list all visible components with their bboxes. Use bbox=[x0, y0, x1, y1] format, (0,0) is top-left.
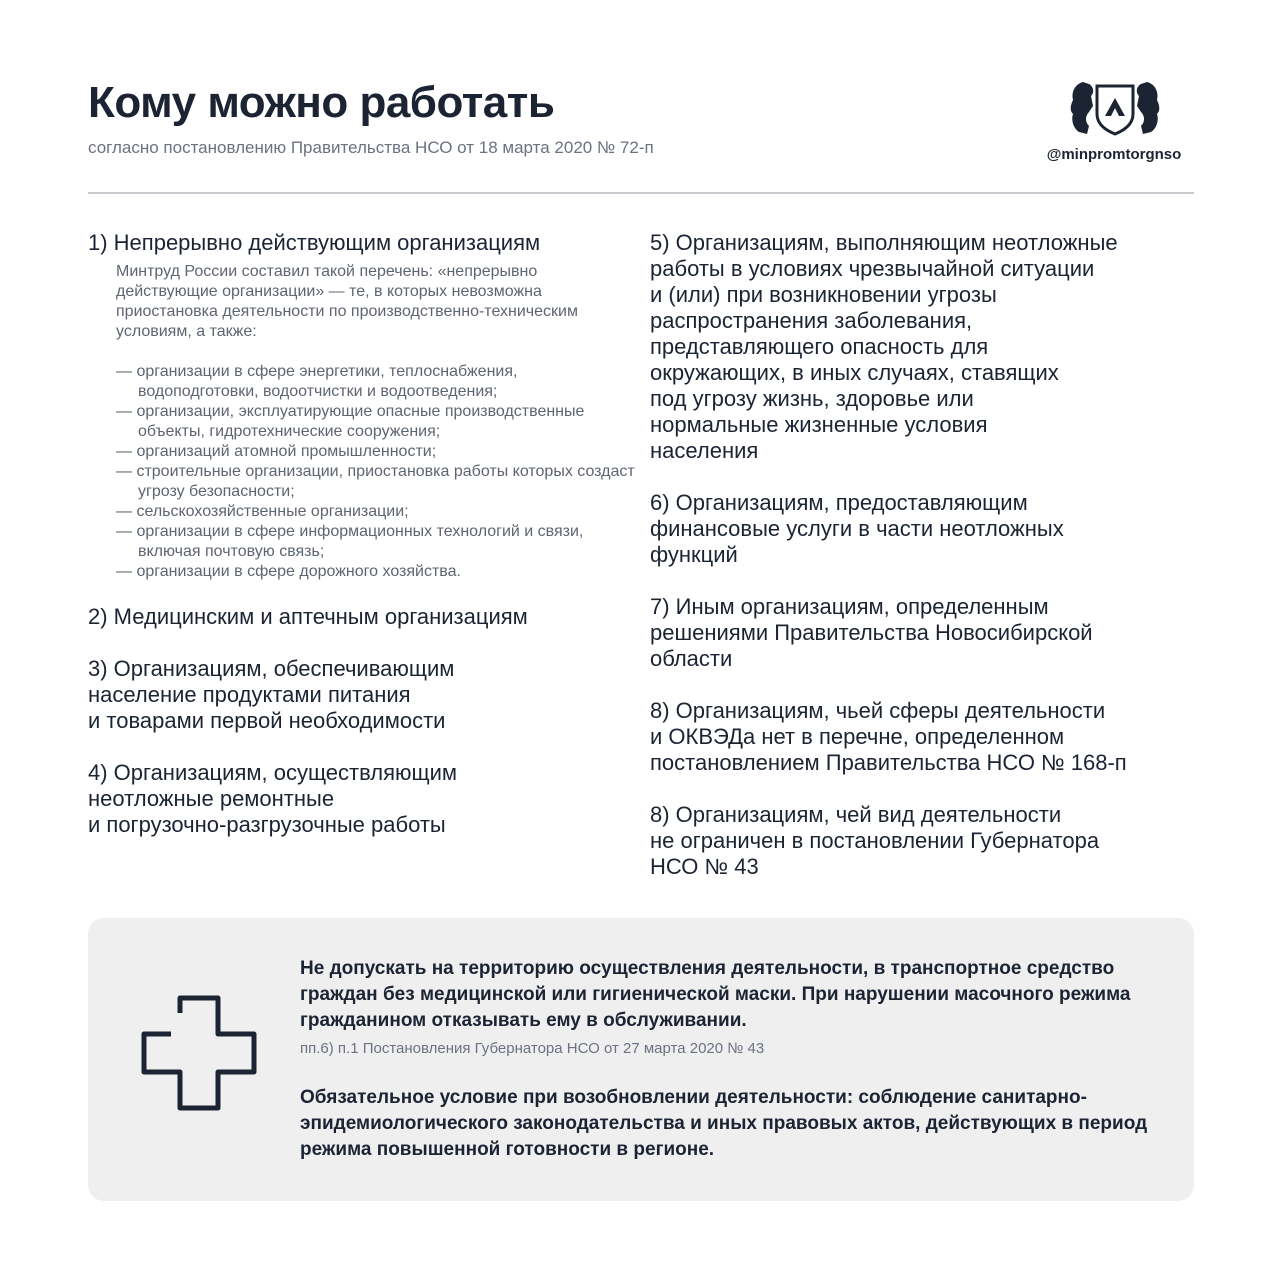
mandatory-condition: Обязательное условие при возобновлении деятельности: соблюдение санитарно-эпидемиологического законодательства и иных правовых актов, действующих в период режима повышенной готовности в регионе. bbox=[300, 1087, 1148, 1160]
list-item-7: 7) Иным организациям, определенным решениями Правительства Новосибирской области bbox=[650, 594, 1093, 671]
medical-cross-icon bbox=[138, 992, 260, 1114]
logo bbox=[1040, 76, 1190, 138]
note-bullet: — организации, эксплуатирующие опасные производственные объекты, гидротехнические сооружения; bbox=[116, 402, 638, 442]
legal-reference: пп.6) п.1 Постановления Губернатора НСО от 27 марта 2020 № 43 bbox=[300, 1040, 765, 1057]
list-item-8a: 8) Организациям, чьей сферы деятельности и ОКВЭДа нет в перечне, определенном постановлением Правительства НСО № 168-п bbox=[650, 698, 1127, 775]
note-bullet: — организации в сфере дорожного хозяйства. bbox=[116, 562, 638, 582]
list-item-5: 5) Организациям, выполняющим неотложные работы в условиях чрезвычайной ситуации и (или) при возникновении угрозы распространения заболевания, представляющего опасность для окружающих, в иных случаях, ставящих под угрозу жизнь, здоровье или нормальные жизненные условия населения bbox=[650, 230, 1118, 463]
right-column bbox=[650, 230, 1230, 906]
note-bullet: — организации в сфере информационных технологий и связи, включая почтовую связь; bbox=[116, 522, 638, 562]
note-bullet: — строительные организации, приостановка работы которых создаст угрозу безопасности; bbox=[116, 462, 638, 502]
mask-warning: Не допускать на территорию осуществления деятельности, в транспортное средство граждан без медицинской или гигиенической маски. При нарушении масочного режима гражданином отказывать ему в обслуживании. bbox=[300, 958, 1131, 1031]
list-item-1: 1) Непрерывно действующим организациям bbox=[88, 230, 541, 255]
list-item-8b: 8) Организациям, чей вид деятельности не ограничен в постановлении Губернатора НСО № 43 bbox=[650, 802, 1100, 879]
left-column bbox=[88, 230, 638, 864]
notice-panel bbox=[88, 918, 1194, 1201]
note-bullet: — организации в сфере энергетики, теплоснабжения, водоподготовки, водоотчистки и водоотведения; bbox=[116, 362, 638, 402]
notice-text bbox=[300, 956, 1160, 1163]
note-bullet: — сельскохозяйственные организации; bbox=[116, 502, 638, 522]
list-item-6: 6) Организациям, предоставляющим финансовые услуги в части неотложных функций bbox=[650, 490, 1064, 567]
note-bullets bbox=[116, 362, 638, 582]
list-item-2: 2) Медицинским и аптечным организациям bbox=[88, 604, 528, 629]
note-intro: Минтруд России составил такой перечень: «непрерывно действующие организации» — те, в которых невозможна приостановка деятельности по производственно-техническим условиям, а также: bbox=[116, 263, 578, 340]
social-handle: @minpromtorgnso bbox=[1046, 146, 1182, 163]
page-title: Кому можно работать bbox=[88, 78, 555, 127]
list-item-3: 3) Организациям, обеспечивающим население продуктами питания и товарами первой необходимости bbox=[88, 656, 455, 733]
list-item-1-note bbox=[116, 262, 638, 582]
note-bullet: — организаций атомной промышленности; bbox=[116, 442, 638, 462]
list-item-4: 4) Организациям, осуществляющим неотложные ремонтные и погрузочно-разгрузочные работы bbox=[88, 760, 458, 837]
page-subtitle: согласно постановлению Правительства НСО от 18 марта 2020 № 72-п bbox=[88, 138, 654, 157]
header-divider bbox=[88, 192, 1194, 194]
coat-of-arms-icon bbox=[1065, 76, 1165, 138]
